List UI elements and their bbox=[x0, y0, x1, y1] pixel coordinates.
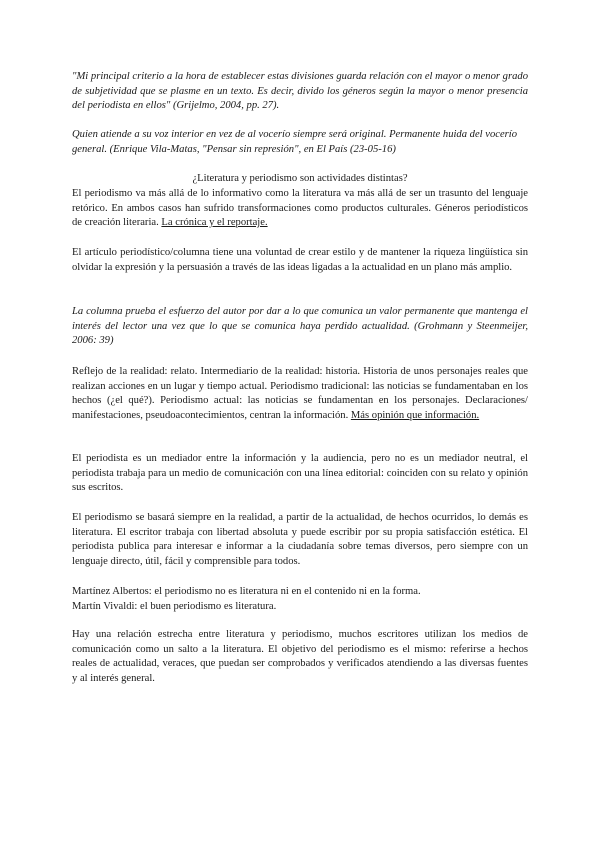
quote-grijelmo bbox=[72, 70, 528, 114]
section-heading bbox=[72, 172, 528, 187]
paragraph-articulo-columna bbox=[72, 246, 528, 275]
underlined-cronica-reportaje: La crónica y el reportaje. bbox=[161, 217, 268, 228]
martinez-albertos-line: Martínez Albertos: el periodismo no es literatura ni en el contenido ni en la forma. bbox=[72, 586, 421, 597]
section-heading-text: ¿Literatura y periodismo son actividades distintas? bbox=[192, 173, 408, 184]
paragraph-text: El periodismo va más allá de lo informativo como la literatura va más allá de ser un trasunto del lenguaje retórico. En ambos casos han sufrido transformaciones como productos culturales. Géneros periodísticos de creación literaria. bbox=[72, 188, 528, 228]
martin-vivaldi-line: Martín Vivaldi: el buen periodismo es literatura. bbox=[72, 600, 277, 612]
paragraph-text: El periodista es un mediador entre la información y la audiencia, pero no es un mediador neutral, el periodista trabaja para un medio de comunicación con una línea editorial: coinciden con su relato y opinión sus escritos. bbox=[72, 453, 528, 493]
paragraph-text: Reflejo de la realidad: relato. Intermediario de la realidad: historia. Historia de unos personajes reales que realizan acciones en un lugar y tiempo actual. Periodismo tradicional: las noticias se fundamentaban en los hechos (¿el qué?). Periodismo actual: las noticias se fundamentan en los personajes. Declaraciones/ manifestaciones, pseudoacontecimientos, centran la información. bbox=[72, 366, 528, 421]
paragraph-autores bbox=[72, 585, 528, 614]
quote-grijelmo-text: "Mi principal criterio a la hora de establecer estas divisiones guarda relación con el mayor o menor grado de subjetividad que se plasme en un texto. Es decir, divido los géneros según la mayor o menor presencia del periodista en ellos" (Grijelmo, 2004, pp. 27). bbox=[72, 71, 528, 111]
paragraph-periodismo-literatura bbox=[72, 187, 528, 231]
paragraph-reflejo-realidad bbox=[72, 365, 528, 423]
paragraph-mediador bbox=[72, 452, 528, 496]
underlined-mas-opinion: Más opinión que información. bbox=[350, 409, 480, 421]
paragraph-text: Hay una relación estrecha entre literatura y periodismo, muchos escritores utilizan los medios de comunicación como un salto a la literatura. El objetivo del periodismo es el mismo: referirse a hechos reales de actualidad, veraces, que puedan ser comprobados y verificados atendiendo a las diversas fuentes y al interés general. bbox=[72, 629, 528, 684]
paragraph-realidad-literatura bbox=[72, 511, 528, 569]
paragraph-text: El artículo periodístico/columna tiene una voluntad de crear estilo y de mantener la riqueza lingüística sin olvidar la expresión y la persuasión a través de las ideas ligadas a la actualidad en un plano más amplio. bbox=[72, 247, 528, 273]
quote-grohmann-text: La columna prueba el esfuerzo del autor por dar a lo que comunica un valor permanente que mantenga el interés del lector una vez que lo que se comunica haya perdido actualidad. (Grohmann y Steenmeijer, 2006: 39) bbox=[72, 306, 528, 346]
paragraph-relacion-estrecha bbox=[72, 628, 528, 686]
paragraph-text: El periodismo se basará siempre en la realidad, a partir de la actualidad, de hechos ocurridos, lo demás es literatura. El escritor trabaja con libertad absoluta y puede escribir por su propia satisfacción estética. El periodista publica para interesar e informar a la ciudadanía sobre temas diversos, pero siempre con un lenguaje directo, útil, fácil y comprensible para todos. bbox=[72, 512, 528, 567]
quote-vila-matas bbox=[72, 128, 528, 157]
quote-grohmann bbox=[72, 305, 528, 349]
quote-vila-matas-text: Quien atiende a su voz interior en vez de al vocerío siempre será original. Permanente huida del vocerío general. (Enrique Vila-Matas, "Pensar sin represión", en El País (23-05-16) bbox=[72, 129, 518, 155]
